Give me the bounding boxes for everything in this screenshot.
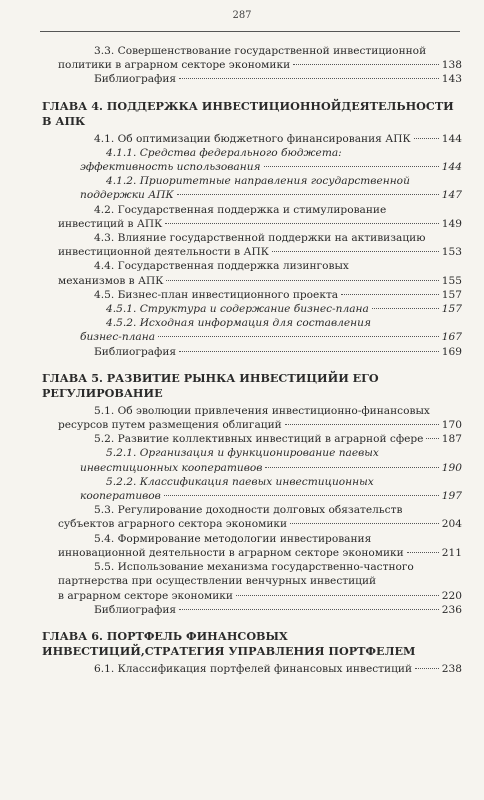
dot-leader [265,467,438,468]
toc-entry [58,503,462,531]
dot-leader [372,308,439,309]
toc-entry-text: инновационной деятельности в аграрном секторе экономики [58,546,404,559]
toc-page-number: 153 [441,246,462,259]
toc-entry-text: субъектов аграрного сектора экономики [58,518,288,531]
toc-entry [58,432,462,446]
toc-page-number: 170 [441,419,462,432]
dot-leader [264,166,439,167]
dot-leader [166,280,438,281]
toc-entry-text: механизмов в АПК [58,274,164,287]
toc-entry [58,288,462,302]
toc-page-number: 187 [441,433,462,446]
toc-entry-text: 5.5. Использование механизма государственно-частного [94,561,414,574]
toc-entry-text: 4.2. Государственная поддержка и стимулирование [94,203,387,216]
toc-entry-text: 5.2. Развитие коллективных инвестиций в аграрной сфере [94,433,424,446]
header-divider [40,31,460,32]
toc-page-number: 197 [441,490,462,503]
toc-entry-text: 5.1. Об эволюции привлечения инвестиционно-финансовых [94,404,430,417]
toc-entry [58,231,462,259]
toc-page-number: 149 [441,217,462,230]
toc-entry-text: 5.4. Формирование методологии инвестирования [94,532,372,545]
dot-leader [272,251,439,252]
toc-entry-text: 4.5.2. Исходная информация для составления [106,317,371,330]
toc-entry-text: поддержки АПК [80,189,174,202]
toc-entry-text: эффективность использования [80,161,261,174]
toc-entry-text: кооперативов [80,490,161,503]
toc-page-number: 147 [441,189,462,202]
chapter-heading-line: ГЛАВА 4. ПОДДЕРЖКА ИНВЕСТИЦИОННОЙ [42,98,342,113]
chapter-heading-line: ГЛАВА 5. РАЗВИТИЕ РЫНКА ИНВЕСТИЦИЙ [42,370,339,385]
toc-page-number: 236 [441,603,462,616]
toc-page-number: 211 [441,546,462,559]
toc-entry-text: инвестиционной деятельности в АПК [58,246,269,259]
dot-leader [164,495,439,496]
toc-page-number: 144 [441,132,462,145]
toc-entry-text: Библиография [94,603,177,616]
toc-page-number: 204 [441,518,462,531]
toc-page-number: 157 [441,303,462,316]
dot-leader [165,223,438,224]
toc-entry [58,203,462,231]
toc-entry-text: политики в аграрном секторе экономики [58,59,291,72]
toc-entry-text: 5.2.2. Классификация паевых инвестиционных [106,475,374,488]
toc-entry-text: 4.1. Об оптимизации бюджетного финансирования АПК [94,132,411,145]
chapter-heading [42,629,462,659]
toc-page-number: 155 [441,274,462,287]
toc-entry [58,132,462,146]
toc-entry-text: в аграрном секторе экономики [58,589,233,602]
chapter-heading [42,371,462,401]
toc-entry [58,259,462,287]
toc-entry-text: 4.4. Государственная поддержка лизинговых [94,260,349,273]
toc-entry-text: 6.1. Классификация портфелей финансовых инвестиций [94,662,413,675]
chapter-heading-line: СТРАТЕГИЯ УПРАВЛЕНИЯ ПОРТФЕЛЕМ [144,643,416,658]
toc-entry [58,316,462,344]
toc-page-number: 138 [441,59,462,72]
toc-page-number: 157 [441,288,462,301]
bibliography-entry [58,72,462,86]
toc-page-number: 167 [441,331,462,344]
toc-entry [58,302,462,316]
page-number: 287 [232,10,252,21]
toc-entry-text: 4.3. Влияние государственной поддержки на активизацию [94,232,426,245]
toc-page-number: 143 [441,73,462,86]
toc-entry-text: бизнес-плана [80,331,156,344]
toc-entry [58,560,462,603]
toc-entry-text: инвестиционных кооперативов [80,461,263,474]
toc-page-number: 169 [441,345,462,358]
dot-leader [414,138,439,139]
toc-entry [58,532,462,560]
dot-leader [290,523,439,524]
toc-entry [58,44,462,72]
dot-leader [293,64,439,65]
toc-entry-text: инвестиций в АПК [58,217,163,230]
toc-page-number: 190 [441,461,462,474]
table-of-contents [42,44,462,676]
toc-page-number: 238 [441,662,462,675]
dot-leader [341,294,439,295]
dot-leader [285,424,439,425]
chapter-heading [42,99,462,129]
dot-leader [177,194,439,195]
toc-entry-text: 4.1.1. Средства федерального бюджета: [106,146,342,159]
toc-entry-text: Библиография [94,345,177,358]
chapter-heading-line: ГЛАВА 6. ПОРТФЕЛЬ ФИНАНСОВЫХ ИНВЕСТИЦИЙ, [42,628,288,658]
toc-entry-text: 5.2.1. Организация и функционирование паевых [106,447,379,460]
toc-entry [58,174,462,202]
toc-page-number: 220 [441,589,462,602]
toc-entry [58,146,462,174]
toc-page-number: 144 [441,161,462,174]
toc-entry-text: 4.5. Бизнес-план инвестиционного проекта [94,288,339,301]
toc-entry [58,662,462,676]
toc-entry-text: 4.1.2. Приоритетные направления государственной [106,175,410,188]
dot-leader [415,668,439,669]
toc-entry-text: ресурсов путем размещения облигаций [58,419,282,432]
dot-leader [426,438,438,439]
toc-entry-text: 5.3. Регулирование доходности долговых обязательств [94,504,403,517]
dot-leader [407,552,439,553]
chapter-heading-line: ДЕЯТЕЛЬНОСТИ В АПК [42,98,454,128]
dot-leader [158,336,439,337]
toc-entry [58,475,462,503]
toc-entry-text: 3.3. Совершенствование государственной инвестиционной [94,45,427,57]
toc-entry-text: Библиография [94,73,177,86]
dot-leader [179,78,439,79]
chapter-heading-line: И ЕГО РЕГУЛИРОВАНИЕ [42,370,379,400]
toc-entry-text: 4.5.1. Структура и содержание бизнес-плана [106,303,369,316]
dot-leader [179,351,439,352]
dot-leader [236,595,439,596]
bibliography-entry [58,345,462,359]
bibliography-entry [58,603,462,617]
dot-leader [179,609,439,610]
toc-entry [58,404,462,432]
toc-entry [58,446,462,474]
toc-entry-text: партнерства при осуществлении венчурных инвестиций [58,575,377,588]
